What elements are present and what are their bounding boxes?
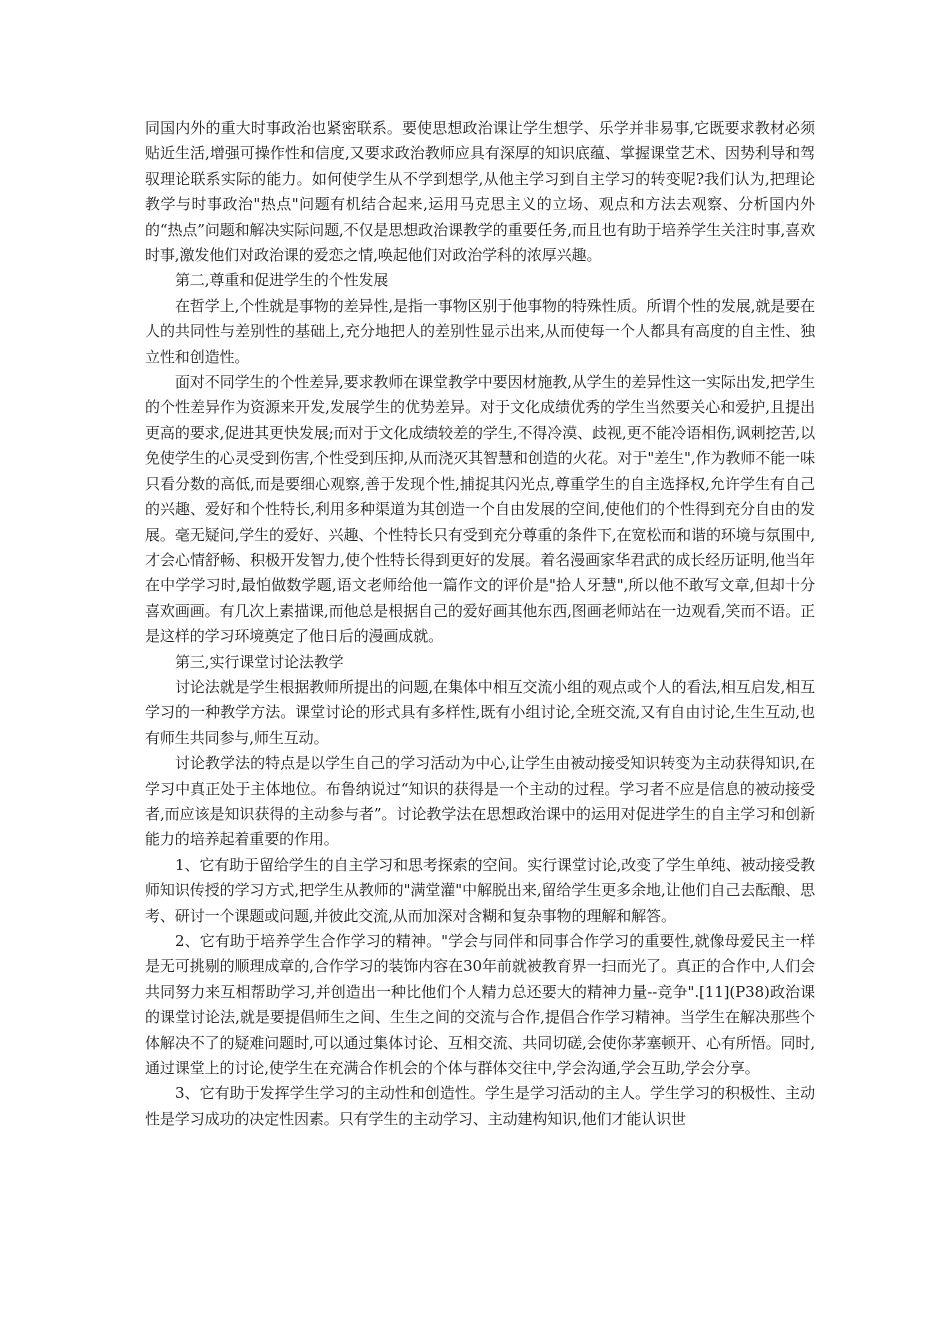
paragraph-discussion-features: 讨论教学法的特点是以学生自己的学习活动为中心,让学生由被动接受知识转变为主动获得知识,在学习中真正处于主体地位。布鲁纳说过“知识的获得是一个主动的过程。学习者不应是信息的被动接受者,而应该是知识获得的主动参与者”。讨论教学法在思想政治课中的运用对促进学生的自主学习和创新能力的培养起着重要的作用。 [145, 754, 815, 849]
paragraph-point-3: 3、它有助于发挥学生学习的主动性和创造性。学生是学习活动的主人。学生学习的积极性、主动性是学习成功的决定性因素。只有学生的主动学习、主动建构知识,他们才能认识世 [145, 1084, 815, 1128]
paragraph-point-2: 2、它有助于培养学生合作学习的精神。"学会与同伴和同事合作学习的重要性,就像母爱民主一样是无可挑剔的顺理成章的,合作学习的装饰内容在30年前就被教育界一扫而光了。真正的合作中,人们会共同努力来互相帮助学习,并创造出一种比他们个人精力总还要大的精神力量--竞争".[11](P38)政治课的课堂讨论法,就是要提倡师生之间、生生之间的交流与合作,提倡合作学习精神。当学生在解决那些个体解决不了的疑难问题时,可以通过集体讨论、互相交流、共同切磋,会使你茅塞顿开、心有所悟。同时,通过课堂上的讨论,使学生在充满合作机会的个体与群体交往中,学会沟通,学会互助,学会分享。 [145, 932, 815, 1078]
paragraph-discussion-definition: 讨论法就是学生根据教师所提出的问题,在集体中相互交流小组的观点或个人的看法,相互启发,相互学习的一种教学方法。课堂讨论的形式具有多样性,既有小组讨论,全班交流,又有自由讨论,生生互动,也有师生共同参与,师生互动。 [145, 677, 815, 747]
section-heading-3: 第三,实行课堂讨论法教学 [175, 652, 344, 671]
paragraph-individuality-definition: 在哲学上,个性就是事物的差异性,是指一事物区别于他事物的特殊性质。所谓个性的发展,就是要在人的共同性与差别性的基础上,充分地把人的差别性显示出来,从而使每一个人都具有高度的自主性、独立性和创造性。 [145, 296, 815, 366]
paragraph-individual-differences: 面对不同学生的个性差异,要求教师在课堂教学中要因材施教,从学生的差异性这一实际出发,把学生的个性差异作为资源来开发,发展学生的优势差异。对于文化成绩优秀的学生当然要关心和爱护,且提出更高的要求,促进其更快发展;而对于文化成绩较差的学生,不得冷漠、歧视,更不能冷语相伤,讽刺挖苦,以免使学生的心灵受到伤害,个性受到压抑,从而浇灭其智慧和创造的火花。对于"差生",作为教师不能一味只看分数的高低,而是要细心观察,善于发现个性,捕捉其闪光点,尊重学生的自主选择权,允许学生有自己的兴趣、爱好和个性特长,利用多种渠道为其创造一个自由发展的空间,使他们的个性得到充分自由的发展。毫无疑问,学生的爱好、兴趣、个性特长只有受到充分尊重的条件下,在宽松而和谐的环境与氛围中,才会心情舒畅、积极开发智力,使个性特长得到更好的发展。着名漫画家华君武的成长经历证明,他当年在中学学习时,最怕做数学题,语文老师给他一篇作文的评价是"拾人牙慧",所以他不敢写文章,但却十分喜欢画画。有几次上素描课,而他总是根据自己的爱好画其他东西,图画老师站在一边观看,笑而不语。正是这样的学习环境奠定了他日后的漫画成就。 [145, 373, 815, 646]
paragraph-intro: 同国内外的重大时事政治也紧密联系。要使思想政治课让学生想学、乐学并非易事,它既要求教材必须贴近生活,增强可操作性和信度,又要求政治教师应具有深厚的知识底蕴、掌握课堂艺术、因势利导和驾驭理论联系实际的能力。如何使学生从不学到想学,从他主学习到自主学习的转变呢?我们认为,把理论教学与时事政治"热点"问题有机结合起来,运用马克思主义的立场、观点和方法去观察、分析国内外的“热点”问题和解决实际问题,不仅是思想政治课教学的重要任务,而且也有助于培养学生关注时事,喜欢时事,激发他们对政治课的爱恋之情,唤起他们对政治学科的浓厚兴趣。 [145, 119, 815, 265]
paragraph-point-1: 1、它有助于留给学生的自主学习和思考探索的空间。实行课堂讨论,改变了学生单纯、被动接受教师知识传授的学习方式,把学生从教师的"满堂灌"中解脱出来,留给学生更多余地,让他们自己去酝酿、思考、研讨一个课题或问题,并彼此交流,从而加深对含糊和复杂事物的理解和解答。 [145, 855, 815, 925]
document-page [145, 116, 815, 1132]
section-heading-2: 第二,尊重和促进学生的个性发展 [175, 271, 389, 290]
